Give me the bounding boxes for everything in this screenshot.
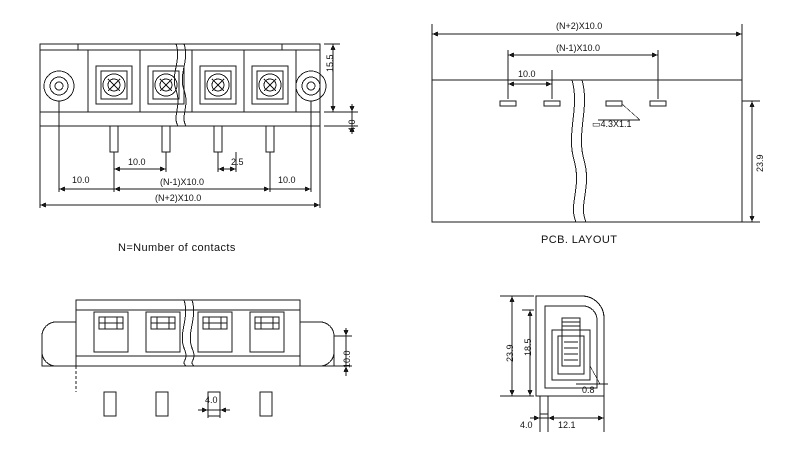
dim-section-height-18-5: 18.5 bbox=[523, 338, 533, 356]
dim-front-span-n-minus-1: (N-1)X10.0 bbox=[160, 177, 205, 187]
dim-front-span-n-plus-2: (N+2)X10.0 bbox=[155, 193, 202, 203]
dim-pcb-height-23-9: 23.9 bbox=[755, 154, 765, 172]
dim-front-pitch-10-0: 10.0 bbox=[128, 157, 146, 167]
dim-front-pin-2-5: 2.5 bbox=[231, 157, 244, 167]
dim-section-pin-4-0: 4.0 bbox=[520, 420, 533, 430]
top-view-geometry bbox=[42, 300, 352, 418]
dim-pcb-hole-size: ▭4.3X1.1 bbox=[592, 119, 632, 129]
dim-section-wall-0-8: 0.8 bbox=[582, 385, 595, 395]
dim-front-height-15-5: 15.5 bbox=[325, 54, 335, 72]
dim-pcb-span-n-plus-2: (N+2)X10.0 bbox=[556, 21, 603, 31]
dim-top-pin-4-0: 4.0 bbox=[205, 395, 218, 405]
caption-pcb-layout: PCB. LAYOUT bbox=[541, 234, 618, 246]
dim-front-height-4-0: 4.0 bbox=[347, 119, 357, 132]
rect-symbol-icon: ▭ bbox=[592, 119, 601, 129]
dim-pcb-pitch-10-0: 10.0 bbox=[518, 69, 536, 79]
dim-section-width-12-1: 12.1 bbox=[558, 420, 576, 430]
caption-contacts-note: N=Number of contacts bbox=[118, 242, 236, 254]
dim-pcb-span-n-minus-1: (N-1)X10.0 bbox=[556, 43, 601, 53]
dim-front-edge-right-10-0: 10.0 bbox=[278, 175, 296, 185]
dim-front-edge-left-10-0: 10.0 bbox=[72, 175, 90, 185]
dim-top-depth-10-0: 10.0 bbox=[342, 350, 352, 368]
section-view-geometry bbox=[500, 296, 608, 432]
dim-section-height-23-9: 23.9 bbox=[505, 344, 515, 362]
